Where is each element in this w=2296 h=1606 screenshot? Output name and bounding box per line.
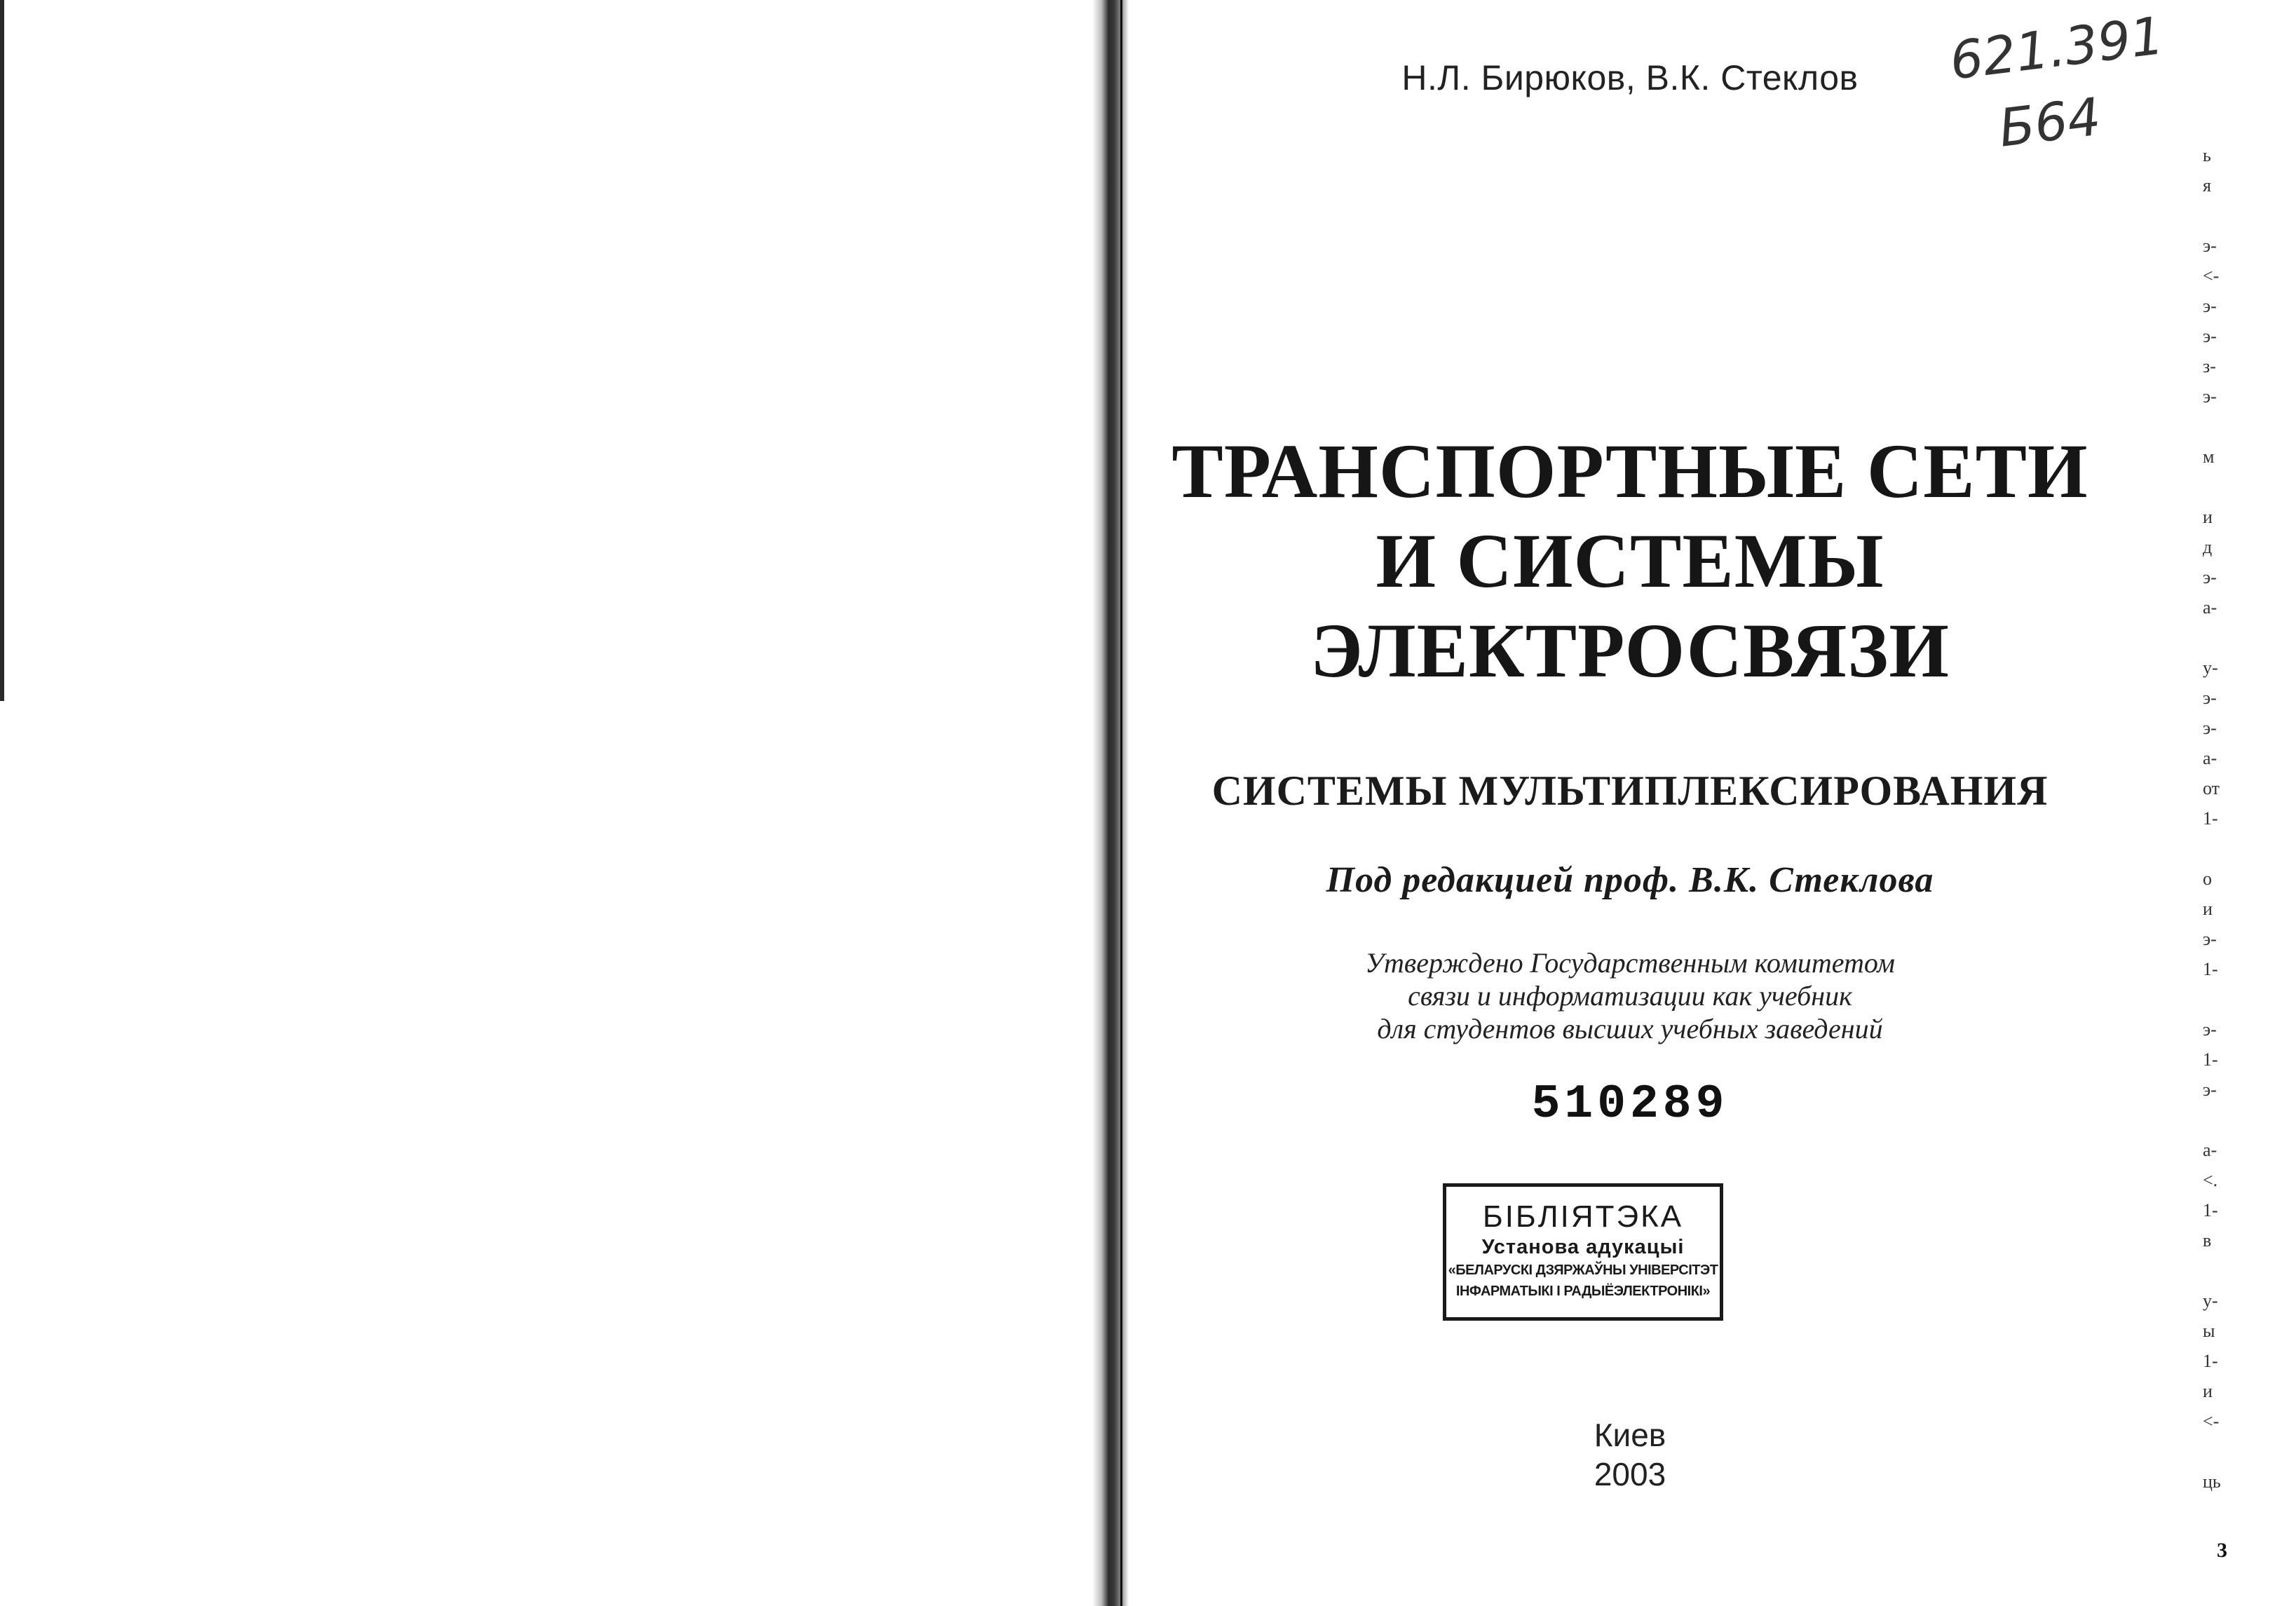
edge-fragment: д bbox=[2203, 537, 2213, 557]
edge-fragment: и bbox=[2203, 507, 2213, 527]
edge-fragment: в bbox=[2203, 1230, 2212, 1251]
approval-line: связи и информатизации как учебник bbox=[1408, 980, 1852, 1012]
edge-fragment: э- bbox=[2203, 929, 2217, 949]
page-number: 3 bbox=[2217, 1539, 2227, 1562]
edge-fragment: <- bbox=[2203, 1411, 2220, 1431]
edge-fragment: э- bbox=[2203, 326, 2217, 346]
edge-fragment bbox=[2203, 1255, 2259, 1286]
editor-line: Под редакцией проф. В.К. Стеклова bbox=[1326, 860, 1934, 900]
publication-city: Киев bbox=[1594, 1417, 1666, 1453]
edge-fragment: у- bbox=[2203, 658, 2218, 678]
edge-fragment: 1- bbox=[2203, 1049, 2218, 1070]
edge-fragment: а- bbox=[2203, 597, 2217, 618]
book-title bbox=[1129, 426, 2131, 695]
edge-fragment bbox=[2203, 472, 2259, 502]
edge-fragment bbox=[2203, 1436, 2259, 1467]
edge-fragment: и bbox=[2203, 899, 2213, 919]
edge-fragment: м bbox=[2203, 447, 2215, 467]
edge-fragment: а- bbox=[2203, 1140, 2217, 1160]
edge-fragment: э- bbox=[2203, 1080, 2217, 1100]
stamp-university-line: ІНФАРМАТЫКІ І РАДЫЁЭЛЕКТРОНІКІ» bbox=[1455, 1284, 1711, 1299]
edge-fragment: <. bbox=[2203, 1170, 2218, 1190]
handwritten-shelf-mark bbox=[1946, 6, 2167, 168]
edge-fragment: от bbox=[2203, 778, 2220, 798]
approval-line: для студентов высших учебных заведений bbox=[1377, 1013, 1883, 1044]
title-line: И СИСТЕМЫ bbox=[1375, 518, 1884, 604]
edge-fragment: у- bbox=[2203, 1291, 2218, 1311]
edge-fragment: э- bbox=[2203, 688, 2217, 708]
authors: Н.Л. Бирюков, В.К. Стеклов bbox=[1401, 58, 1859, 97]
edge-fragment: э- bbox=[2203, 567, 2217, 587]
scan-edge bbox=[0, 0, 4, 701]
library-stamp bbox=[1443, 1183, 1723, 1321]
gutter-line bbox=[1120, 0, 1122, 1606]
inventory-number: 510289 bbox=[1531, 1077, 1729, 1131]
edge-fragment: э- bbox=[2203, 296, 2217, 316]
edge-fragment: з- bbox=[2203, 356, 2216, 376]
shelf-mark-author-code: Б64 bbox=[1995, 86, 2105, 159]
title-line: ТРАНСПОРТНЫЕ СЕТИ bbox=[1171, 428, 2088, 514]
edge-fragment: 1- bbox=[2203, 808, 2218, 829]
edge-fragment: <- bbox=[2203, 266, 2220, 286]
edge-fragment bbox=[2203, 984, 2259, 1014]
title-line: ЭЛЕКТРОСВЯЗИ bbox=[1310, 608, 1950, 693]
edge-fragment: э- bbox=[2203, 718, 2217, 738]
approval-note bbox=[1129, 946, 2131, 1045]
edge-fragment: 1- bbox=[2203, 1351, 2218, 1371]
edge-fragment bbox=[2203, 200, 2259, 231]
edge-fragment bbox=[2203, 1105, 2259, 1135]
edge-fragment: о bbox=[2203, 869, 2212, 889]
edge-fragment: ць bbox=[2203, 1471, 2221, 1492]
edge-fragment: 1- bbox=[2203, 959, 2218, 979]
stamp-library-word: БІБЛІЯТЭКА bbox=[1482, 1199, 1684, 1234]
book-gutter bbox=[1092, 0, 1129, 1606]
edge-fragment: а- bbox=[2203, 748, 2217, 768]
edge-fragment: э- bbox=[2203, 1019, 2217, 1040]
next-page-edge-text bbox=[2203, 140, 2259, 1497]
edge-fragment: э- bbox=[2203, 386, 2217, 407]
edge-fragment: 1- bbox=[2203, 1200, 2218, 1220]
title-page bbox=[1129, 0, 2227, 1606]
edge-fragment: ь bbox=[2203, 145, 2211, 165]
edge-fragment: и bbox=[2203, 1381, 2213, 1401]
edge-fragment: я bbox=[2203, 175, 2211, 196]
edge-fragment bbox=[2203, 833, 2259, 864]
book-subtitle: СИСТЕМЫ МУЛЬТИПЛЕКСИРОВАНИЯ bbox=[1211, 768, 2049, 814]
stamp-university-line: «БЕЛАРУСКІ ДЗЯРЖАЎНЫ УНІВЕРСІТЭТ bbox=[1448, 1263, 1718, 1278]
edge-fragment: ы bbox=[2203, 1321, 2215, 1341]
edge-fragment bbox=[2203, 622, 2259, 653]
stamp-institution-type: Установа адукацыі bbox=[1481, 1236, 1685, 1258]
approval-line: Утверждено Государственным комитетом bbox=[1365, 947, 1895, 979]
publication-year: 2003 bbox=[1594, 1456, 1666, 1492]
edge-fragment: э- bbox=[2203, 236, 2217, 256]
shelf-mark-classification: 621.391 bbox=[1946, 6, 2167, 92]
edge-fragment bbox=[2203, 411, 2259, 442]
